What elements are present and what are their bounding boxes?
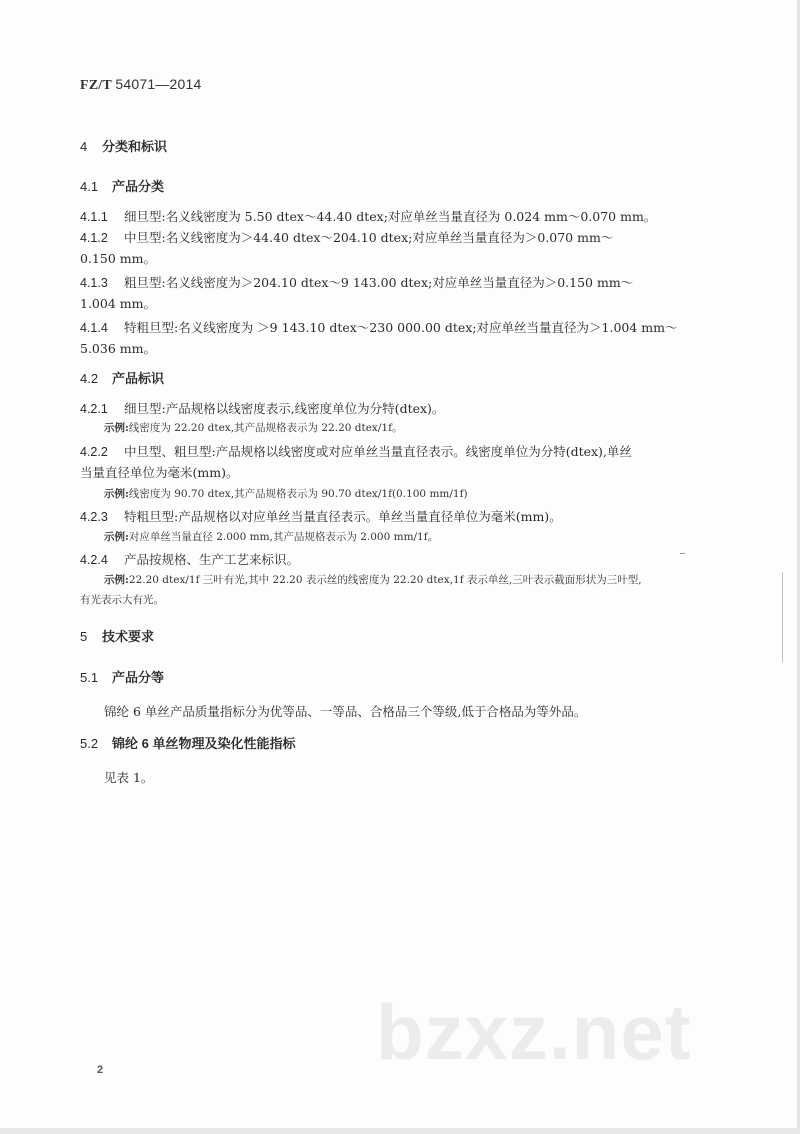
example-4-2-2 bbox=[104, 486, 468, 501]
clause-4-1-2-cont: 0.150 mm。 bbox=[80, 251, 156, 266]
example-4-2-4 bbox=[104, 572, 642, 587]
section-title: 锦纶 6 单丝物理及染化性能指标 bbox=[112, 736, 296, 751]
clause-text: 中旦型:名义线密度为＞44.40 dtex～204.10 dtex;对应单丝当量直径为＞0.070 mm～ bbox=[124, 230, 614, 245]
section-number: 5.1 bbox=[80, 670, 99, 685]
clause-text: 中旦型、粗旦型:产品规格以线密度或对应单丝当量直径表示。线密度单位为分特(dtex),单丝 bbox=[124, 444, 632, 459]
example-label: 示例: bbox=[104, 531, 129, 543]
example-4-2-3 bbox=[104, 529, 438, 544]
page-bottom-edge bbox=[0, 1128, 800, 1134]
section-4-2-heading bbox=[80, 368, 164, 387]
section-title: 产品分等 bbox=[112, 670, 165, 685]
clause-4-2-4 bbox=[80, 547, 299, 573]
clause-text: 产品按规格、生产工艺来标识。 bbox=[124, 552, 300, 567]
standard-code-prefix: FZ/T bbox=[80, 78, 112, 93]
clause-number: 4.1.3 bbox=[80, 276, 108, 290]
section-5-2-body: 见表 1。 bbox=[104, 770, 154, 785]
clause-4-2-2-cont: 当量直径单位为毫米(mm)。 bbox=[80, 465, 239, 480]
section-number: 5.2 bbox=[80, 736, 99, 751]
section-title: 产品分类 bbox=[112, 179, 165, 194]
clause-4-2-1 bbox=[80, 396, 444, 422]
clause-number: 4.1.2 bbox=[80, 231, 108, 245]
clause-number: 4.2.3 bbox=[80, 510, 108, 524]
clause-4-1-4 bbox=[80, 315, 678, 341]
clause-4-1-4-cont: 5.036 mm。 bbox=[80, 341, 156, 356]
section-number: 5 bbox=[80, 629, 88, 644]
clause-text: 特粗旦型:产品规格以对应单丝当量直径表示。单丝当量直径单位为毫米(mm)。 bbox=[124, 509, 562, 524]
clause-4-1-2 bbox=[80, 225, 613, 251]
clause-text: 细旦型:产品规格以线密度表示,线密度单位为分特(dtex)。 bbox=[124, 401, 445, 416]
clause-text: 粗旦型:名义线密度为＞204.10 dtex～9 143.00 dtex;对应单丝当量直径为＞0.150 mm～ bbox=[124, 275, 634, 290]
watermark: bzxz.net bbox=[376, 988, 692, 1076]
example-label: 示例: bbox=[104, 574, 129, 586]
scan-margin-line bbox=[782, 572, 783, 662]
example-text: 对应单丝当量直径 2.000 mm,其产品规格表示为 2.000 mm/1f。 bbox=[128, 531, 439, 543]
clause-number: 4.2.4 bbox=[80, 553, 108, 567]
section-title: 技术要求 bbox=[102, 629, 155, 644]
example-text: 线密度为 90.70 dtex,其产品规格表示为 90.70 dtex/1f(0.100 mm/1f) bbox=[128, 488, 468, 500]
example-label: 示例: bbox=[104, 488, 129, 500]
example-text: 线密度为 22.20 dtex,其产品规格表示为 22.20 dtex/1f。 bbox=[128, 422, 403, 434]
section-4-heading bbox=[80, 136, 167, 155]
section-title: 产品标识 bbox=[112, 371, 165, 386]
clause-text: 细旦型:名义线密度为 5.50 dtex～44.40 dtex;对应单丝当量直径为 0.024 mm～0.070 mm。 bbox=[124, 209, 657, 224]
clause-number: 4.1.1 bbox=[80, 210, 108, 224]
section-5-1-heading bbox=[80, 667, 164, 686]
clause-text: 特粗旦型:名义线密度为 ＞9 143.10 dtex～230 000.00 dtex;对应单丝当量直径为＞1.004 mm～ bbox=[124, 320, 678, 335]
example-label: 示例: bbox=[104, 422, 129, 434]
example-text: 22.20 dtex/1f 三叶有光,其中 22.20 表示丝的线密度为 22.20 dtex,1f 表示单丝,三叶表示截面形状为三叶型, bbox=[128, 574, 642, 586]
clause-4-2-3 bbox=[80, 504, 562, 530]
page-number: 2 bbox=[97, 1064, 104, 1076]
section-number: 4.1 bbox=[80, 179, 99, 194]
clause-number: 4.2.1 bbox=[80, 402, 108, 416]
clause-number: 4.2.2 bbox=[80, 445, 108, 459]
section-title: 分类和标识 bbox=[102, 139, 168, 154]
example-4-2-4-cont: 有光表示大有光。 bbox=[80, 594, 164, 606]
section-5-2-heading bbox=[80, 733, 295, 752]
clause-4-1-3-cont: 1.004 mm。 bbox=[80, 296, 156, 311]
section-5-heading bbox=[80, 626, 154, 645]
section-5-1-body: 锦纶 6 单丝产品质量指标分为优等品、一等品、合格品三个等级,低于合格品为等外品。 bbox=[104, 704, 587, 719]
clause-4-1-3 bbox=[80, 270, 633, 296]
section-number: 4.2 bbox=[80, 371, 99, 386]
section-number: 4 bbox=[80, 139, 88, 154]
scan-dash-mark bbox=[680, 553, 685, 554]
clause-number: 4.1.4 bbox=[80, 321, 108, 335]
standard-code bbox=[80, 76, 201, 94]
section-4-1-heading bbox=[80, 176, 164, 195]
standard-code-number: 54071—2014 bbox=[115, 76, 202, 92]
example-4-2-1 bbox=[104, 420, 402, 435]
